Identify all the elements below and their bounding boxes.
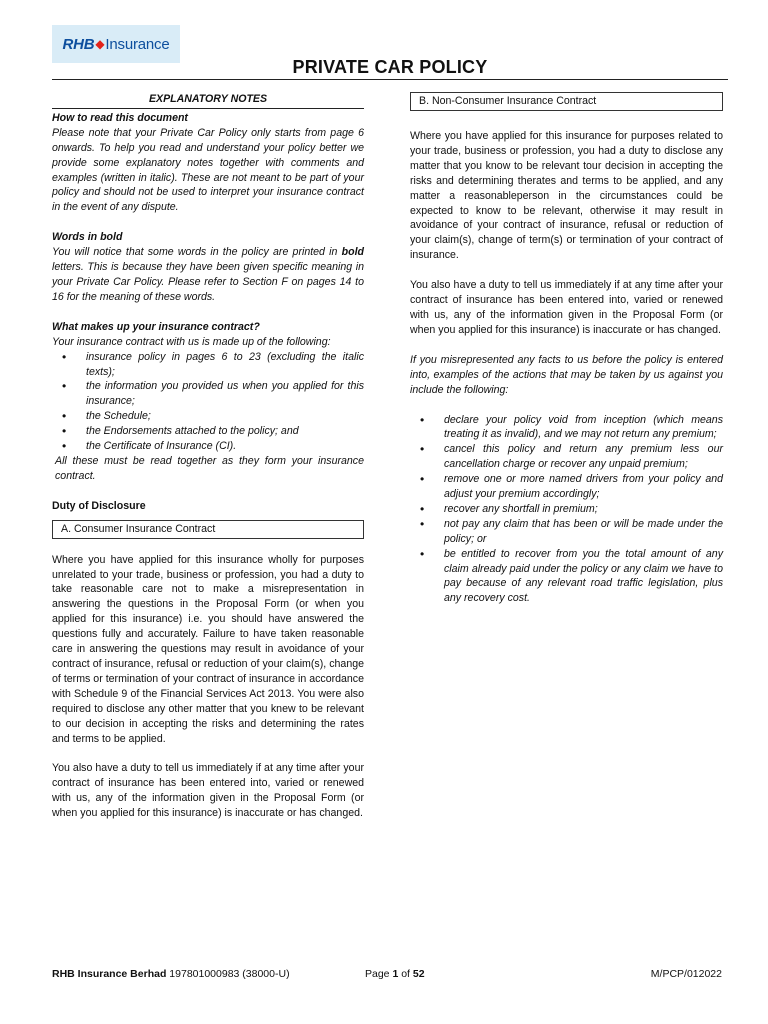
contract-makeup-intro: Your insurance contract with us is made up of the following: (52, 335, 331, 348)
logo-product: Insurance (105, 35, 170, 53)
list-item: • the Schedule; (52, 409, 364, 424)
how-to-read-text: Please note that your Private Car Policy only starts from page 6 onwards. To help you read and understand your policy better we provide some explanatory notes together with comments and examples (written in italic). These are not meant to be part of your policy and should not be used to interpret your insurance contract in the event of any dispute. (52, 126, 364, 214)
bold-word: bold (341, 246, 364, 259)
left-column (52, 92, 364, 821)
consumer-paragraph-1: Where you have applied for this insurance wholly for purposes unrelated to your trade, business or profession, you had a duty to take reasonable care not to make a misrepresentation in answering the questions in the Proposal Form (or when you applied for this insurance) i.e. you should have answered the questions fully and accurately. Failure to have taken reasonable care in answering the questions may result in avoidance of your contract of insurance, refusal or reduction of your claim(s), change of terms or termination of your contract of insurance in accordance with Schedule 9 of the Financial Services Act 2013. You were also required to disclose any other matter that you knew to be relevant to our decision in accepting the risks and determining the rates and terms to be applied. (52, 553, 364, 745)
duty-of-disclosure-heading: Duty of Disclosure (52, 499, 146, 512)
words-in-bold-heading: Words in bold (52, 231, 123, 244)
misrepresentation-intro: If you misrepresented any facts to us before the policy is entered into, examples of the actions that may be taken by us against you include the following: (410, 353, 723, 396)
actions-list (410, 413, 723, 607)
consumer-contract-box: A. Consumer Insurance Contract (52, 520, 364, 539)
footer-company: RHB Insurance Berhad 197801000983 (38000-U) (52, 968, 290, 980)
list-item: • the information you provided us when you applied for this insurance; (52, 379, 364, 409)
list-item: • the Certificate of Insurance (CI). (52, 439, 364, 454)
title-divider (52, 79, 728, 80)
non-consumer-contract-box: B. Non-Consumer Insurance Contract (410, 92, 723, 111)
contract-makeup-heading: What makes up your insurance contract? (52, 320, 260, 333)
logo-brand: RHB (62, 35, 95, 53)
list-item: • cancel this policy and return any premium less our cancellation charge or recover any unpaid premium; (410, 442, 723, 472)
right-column (410, 92, 723, 606)
list-item: • declare your policy void from inception (which means treating it as invalid), and we may not return any premium; (410, 413, 723, 443)
logo-diamond-icon: ◆ (95, 37, 105, 51)
explanatory-notes-heading: EXPLANATORY NOTES (52, 92, 364, 109)
list-item: • recover any shortfall in premium; (410, 502, 723, 517)
list-item: • the Endorsements attached to the policy; and (52, 424, 364, 439)
how-to-read-heading: How to read this document (52, 111, 188, 124)
non-consumer-paragraph-1: Where you have applied for this insurance for purposes related to your trade, business or profession, you had a duty to disclose any matter that you know to be relevant tour decision in accepting the risks and determining therates and terms to be applied, and any matter a reasonableperson in the circumstances could be expected to know to be relevant, otherwise it may result in avoidance of your contract of insurance, refusal or reduction of your claim(s), change of term(s) or termination of your contract of insurance. (410, 130, 723, 262)
list-item: • be entitled to recover from you the total amount of any claim already paid under the policy or any claim we have to pay because of any relevant road traffic legislation, plus any recovery cost. (410, 547, 723, 607)
page-title: PRIVATE CAR POLICY (292, 57, 488, 77)
list-item: • insurance policy in pages 6 to 23 (excluding the italic texts); (52, 350, 364, 380)
words-in-bold-text: You will notice that some words in the policy are printed in bold letters. This is because they have been given specific meaning in your Private Car Policy. Please refer to Section F on pages 14 to 16 for the meaning of these words. (52, 246, 364, 303)
consumer-paragraph-2: You also have a duty to tell us immediately if at any time after your contract of insurance has been entered into, varied or renewed with us, any of the information given in the Proposal Form (or when you applied for this insurance) is inaccurate or has changed. (52, 762, 364, 820)
non-consumer-paragraph-2: You also have a duty to tell us immediately if at any time after your contract of insurance has been entered into, varied or renewed with us, any of the information given in the Proposal Form (or when you applied for this insurance) is inaccurate or has changed. (410, 279, 723, 336)
list-item: • not pay any claim that has been or will be made under the policy; or (410, 517, 723, 547)
list-item: • remove one or more named drivers from your policy and adjust your premium accordingly; (410, 472, 723, 502)
contract-makeup-list (52, 350, 364, 454)
footer-page-number: Page 1 of 52 (365, 968, 425, 980)
contract-makeup-outro: All these must be read together as they form your insurance contract. (55, 454, 364, 482)
footer-document-code: M/PCP/012022 (650, 968, 722, 980)
